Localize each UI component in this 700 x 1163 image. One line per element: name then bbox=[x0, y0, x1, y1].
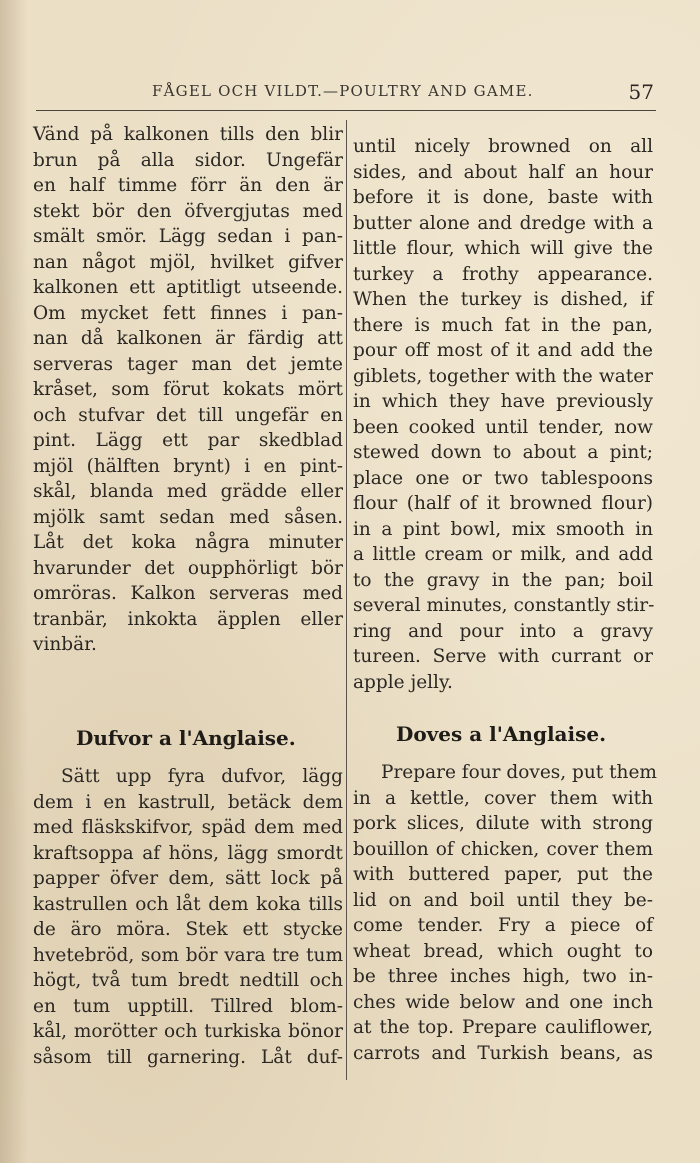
text-line: papper öfver dem, sätt lock på bbox=[33, 868, 343, 889]
text-line: nan då kalkonen är färdig att bbox=[33, 328, 343, 349]
swedish-doves-text bbox=[33, 764, 343, 1070]
text-line: tureen. Serve with currant or bbox=[353, 646, 653, 667]
text-line: kastrullen och låt dem koka tills bbox=[33, 893, 343, 915]
english-turkey-text bbox=[353, 134, 653, 695]
text-line: pork slices, dilute with strong bbox=[353, 813, 653, 834]
text-line: dem i en kastrull, betäck dem bbox=[33, 791, 343, 813]
text-line: tranbär, inkokta äpplen eller bbox=[33, 608, 343, 630]
header-rule bbox=[36, 110, 656, 111]
page-header bbox=[40, 82, 660, 112]
text-line: pint. Lägg ett par skedblad bbox=[33, 430, 343, 451]
text-line: be three inches high, two in- bbox=[353, 966, 653, 987]
text-line: wheat bread, which ought to bbox=[353, 940, 653, 962]
text-line: och stufvar det till ungefär en bbox=[33, 404, 343, 426]
swedish-turkey-text bbox=[33, 122, 343, 658]
text-line: a little cream or milk, and add bbox=[353, 544, 653, 565]
section-title-english: Doves a l'Anglaise. bbox=[396, 722, 607, 746]
page-number: 57 bbox=[628, 80, 654, 104]
text-line: sides, and about half an hour bbox=[353, 161, 653, 183]
text-line: med fläskskifvor, späd dem med bbox=[33, 817, 343, 838]
text-line: serveras tager man det jemte bbox=[33, 353, 343, 375]
text-line: kråset, som förut kokats mört bbox=[33, 379, 343, 400]
text-line: omröras. Kalkon serveras med bbox=[33, 583, 343, 604]
text-line: mjölk samt sedan med såsen. bbox=[33, 506, 343, 528]
text-line: en tum upptill. Tillred blom- bbox=[33, 995, 343, 1017]
text-line: several minutes, constantly stir- bbox=[353, 595, 655, 616]
text-line: Om mycket fett finnes i pan- bbox=[33, 302, 343, 324]
text-line: Låt det koka några minuter bbox=[33, 532, 343, 553]
text-line: turkey a frothy appearance. bbox=[353, 263, 653, 285]
text-line: en half timme förr än den är bbox=[33, 175, 343, 196]
text-line: mjöl (hälften brynt) i en pint- bbox=[33, 455, 343, 477]
text-line: kraftsoppa af höns, lägg smordt bbox=[33, 842, 343, 864]
column-divider bbox=[346, 120, 347, 1080]
text-line: ches wide below and one inch bbox=[353, 991, 653, 1013]
text-line: såsom till garnering. Låt duf- bbox=[33, 1046, 343, 1068]
text-line: been cooked until tender, now bbox=[353, 416, 653, 438]
text-line: butter alone and dredge with a bbox=[353, 212, 653, 234]
text-line: before it is done, baste with bbox=[353, 187, 653, 208]
text-line: come tender. Fry a piece of bbox=[353, 915, 653, 936]
text-line: pour off most of it and add the bbox=[353, 340, 653, 361]
text-line: When the turkey is dished, if bbox=[353, 289, 653, 310]
text-line: lid on and boil until they be- bbox=[353, 889, 653, 911]
text-line: hvetebröd, som bör vara tre tum bbox=[33, 944, 343, 966]
text-line: hvarunder det oupphörligt bör bbox=[33, 557, 343, 579]
text-line: until nicely browned on all bbox=[353, 136, 653, 157]
text-line: there is much fat in the pan, bbox=[353, 314, 653, 336]
text-line: nan något mjöl, hvilket gifver bbox=[33, 251, 343, 273]
text-line: stewed down to about a pint; bbox=[353, 442, 653, 463]
text-line: little flour, which will give the bbox=[353, 238, 653, 259]
text-line: place one or two tablespoons bbox=[353, 467, 653, 489]
english-doves-text bbox=[353, 760, 657, 1066]
text-line: skål, blanda med grädde eller bbox=[33, 481, 343, 502]
text-line: smält smör. Lägg sedan i pan- bbox=[33, 226, 343, 247]
text-line: in which they have previously bbox=[353, 391, 653, 412]
text-line: flour (half of it browned flour) bbox=[353, 493, 653, 514]
text-line: Sätt upp fyra dufvor, lägg bbox=[61, 766, 343, 787]
text-line: giblets, together with the water bbox=[353, 365, 653, 387]
text-line: with buttered paper, put the bbox=[353, 864, 653, 885]
text-line: in a pint bowl, mix smooth in bbox=[353, 518, 653, 540]
text-line: högt, två tum bredt nedtill och bbox=[33, 970, 343, 991]
text-line: Vänd på kalkonen tills den blir bbox=[33, 124, 343, 145]
text-line: in a kettle, cover them with bbox=[353, 787, 653, 809]
text-line: at the top. Prepare cauliflower, bbox=[353, 1017, 653, 1038]
text-line: carrots and Turkish beans, as bbox=[353, 1042, 653, 1064]
running-head: FÅGEL OCH VILDT.—POULTRY AND GAME. bbox=[152, 82, 534, 100]
text-line: brun på alla sidor. Ungefär bbox=[33, 149, 343, 171]
text-line: Prepare four doves, put them bbox=[381, 762, 657, 783]
text-line: stekt bör den öfvergjutas med bbox=[33, 200, 343, 222]
text-line: kalkonen ett aptitligt utseende. bbox=[33, 277, 343, 298]
text-line: to the gravy in the pan; boil bbox=[353, 569, 653, 591]
text-line: vinbär. bbox=[33, 634, 97, 655]
section-title-swedish: Dufvor a l'Anglaise. bbox=[76, 726, 296, 750]
text-line: apple jelly. bbox=[353, 671, 453, 693]
text-line: de äro möra. Stek ett stycke bbox=[33, 919, 343, 940]
text-line: kål, morötter och turkiska bönor bbox=[33, 1021, 343, 1042]
text-line: ring and pour into a gravy bbox=[353, 620, 653, 642]
text-line: bouillon of chicken, cover them bbox=[353, 838, 653, 860]
